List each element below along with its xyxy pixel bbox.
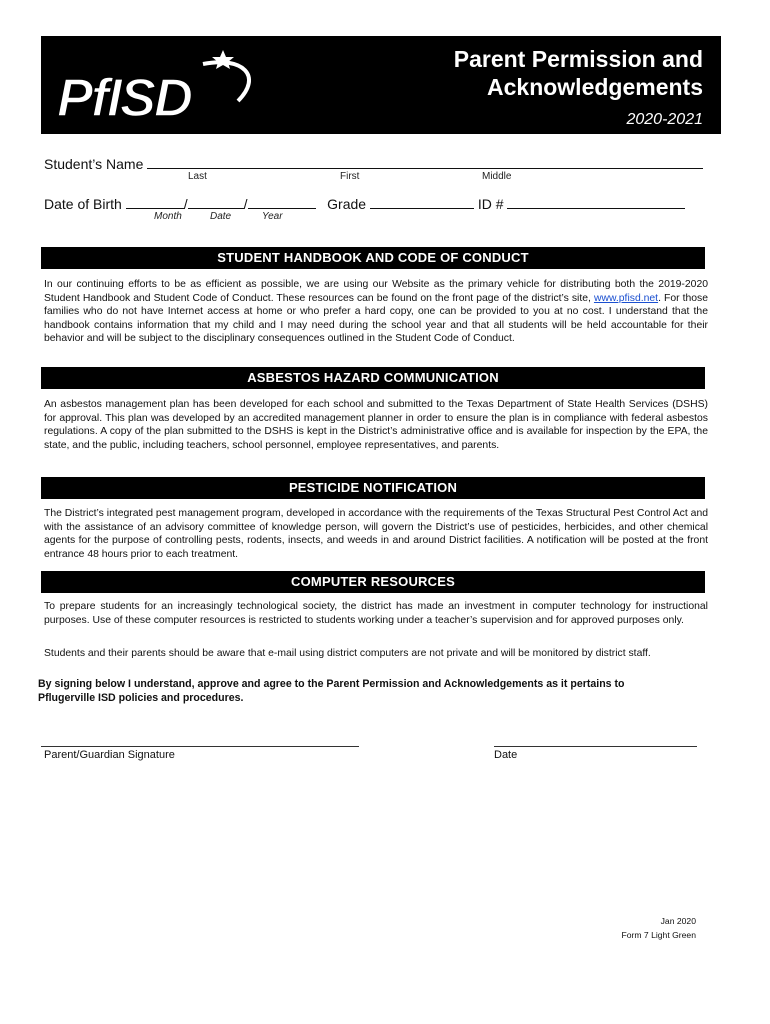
sub-label-middle: Middle (482, 171, 512, 182)
student-name-row (44, 154, 703, 172)
section-header-computer: COMPUTER RESOURCES (41, 571, 705, 593)
student-name-label: Student’s Name (44, 156, 144, 172)
sub-label-date: Date (210, 211, 232, 222)
dob-year-field[interactable] (248, 194, 316, 209)
section-header-handbook: STUDENT HANDBOOK AND CODE OF CONDUCT (41, 247, 705, 269)
signing-statement: By signing below I understand, approve and agree to the Parent Permission and Acknowledgements as it pertains to Pflugerville ISD policies and procedures. (38, 678, 625, 704)
form-title-line1: Parent Permission and (453, 46, 703, 72)
footer-date: Jan 2020 (660, 916, 696, 926)
student-name-field[interactable] (147, 154, 703, 169)
grade-label: Grade (327, 196, 367, 212)
id-field[interactable] (507, 194, 685, 209)
parent-signature-field[interactable] (41, 746, 359, 747)
pfisd-logo (53, 46, 263, 126)
dob-month-field[interactable] (126, 194, 184, 209)
grade-field[interactable] (370, 194, 474, 209)
handbook-text: In our continuing efforts to be as efficient as possible, we are using our Website as the primary vehicle for distributing both the 2019-2020 Student Handbook and Student Code of Conduct. These resources can be found on the front page of the district’s site, www.pfisd.net. For those families who do not have Internet access at home or who prefer a hard copy, one can be provided to you at no cost. I understand that the handbook contains information that my child and I may need during the school year and that all students will be held accountable for their behavior and will be subject to the disciplinary consequences outlined in the Student Code of Conduct. (44, 279, 709, 345)
dob-row: Date of Birth / / Grade ID # (44, 194, 685, 212)
form-title-line2: Acknowledgements (487, 74, 703, 100)
school-year: 2020-2021 (626, 111, 703, 128)
date-signature-field[interactable] (494, 746, 697, 747)
section-header-pesticide: PESTICIDE NOTIFICATION (41, 477, 705, 499)
sub-label-first: First (340, 171, 360, 182)
asbestos-text: An asbestos management plan has been developed for each school and submitted to the Texas Department of State Health Services (DSHS) for approval. This plan was developed by an accredited management planner in order to ensure the plan is in compliance with federal asbestos regulations. A copy of the plan submitted to the DSHS is kept in the District’s administrative office and is available for inspection by the EPA, the state, and the public, including teachers, school personnel, employee representatives, and parents. (44, 399, 708, 451)
header-banner (41, 36, 721, 134)
sub-label-month: Month (154, 211, 182, 222)
sub-label-year: Year (262, 211, 283, 222)
district-website-link[interactable]: www.pfisd.net (593, 292, 659, 304)
parent-signature-label: Parent/Guardian Signature (44, 749, 175, 761)
computer-text-2: Students and their parents should be aware that e-mail using district computers are not private and will be monitored by district staff. (44, 648, 651, 659)
pesticide-text: The District’s integrated pest management program, developed in accordance with the requirements of the Texas Structural Pest Control Act and with the assistance of an advisory committee of knowledge person, will govern the District’s use of pesticides, herbicides, and other chemical agents for the purpose of controlling pests, rodents, insects, and weeds in and around District facilities. A notification will be posted at the front entrance 48 hours prior to each treatment. (44, 508, 708, 560)
svg-text:PfISD: PfISD (57, 68, 192, 126)
section-header-asbestos: ASBESTOS HAZARD COMMUNICATION (41, 367, 705, 389)
dob-label: Date of Birth (44, 196, 122, 212)
computer-text-1: To prepare students for an increasingly technological society, the district has made an investment in computer technology for instructional purposes. Use of these computer resources is restricted to students working under a teacher’s supervision and for approved purposes only. (44, 601, 708, 626)
dob-date-field[interactable] (188, 194, 244, 209)
id-label: ID # (477, 196, 504, 212)
footer-form: Form 7 Light Green (621, 930, 696, 940)
form-title (454, 45, 703, 101)
sub-label-last: Last (188, 171, 207, 182)
date-signature-label: Date (494, 749, 518, 761)
